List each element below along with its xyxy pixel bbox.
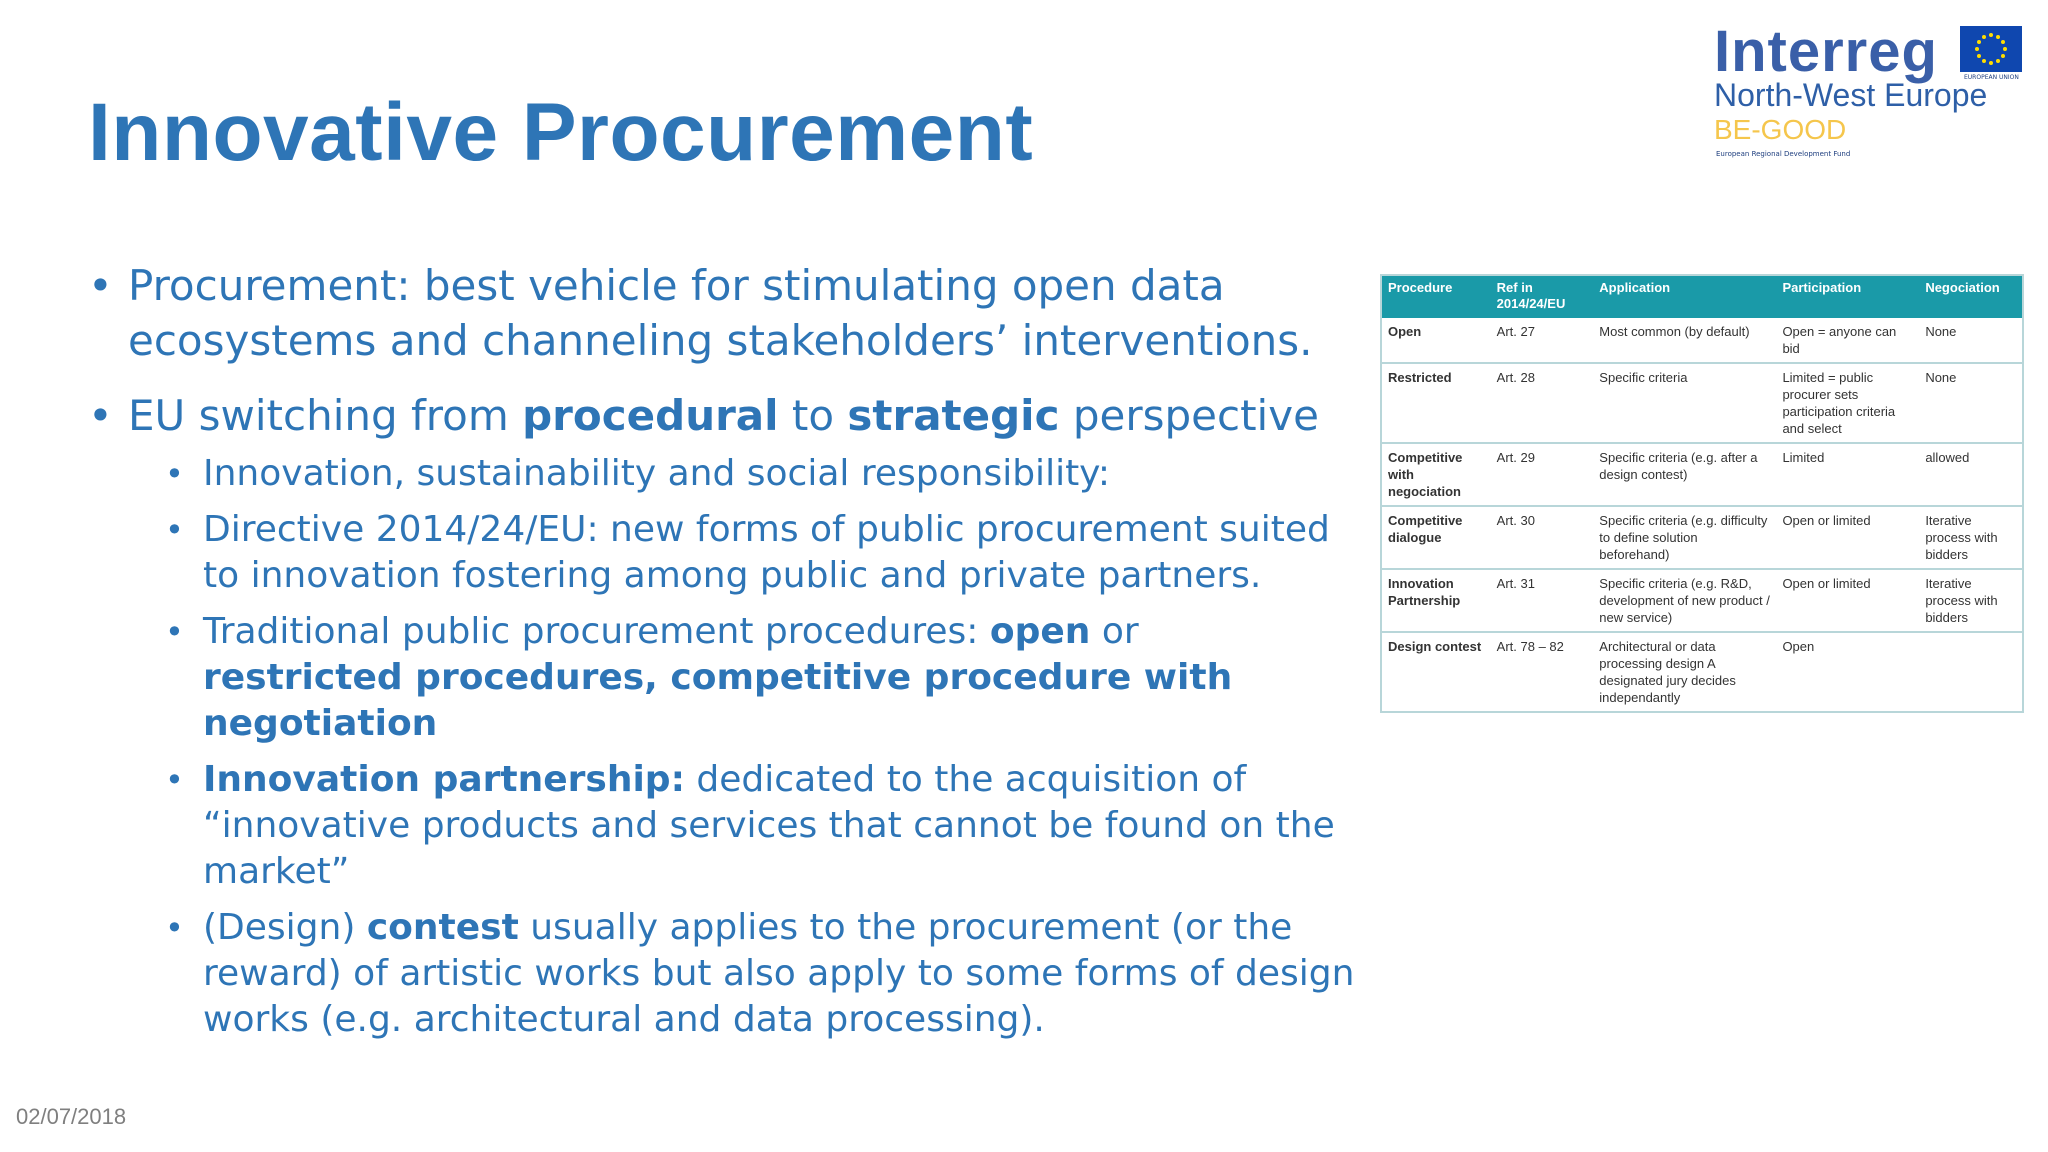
bullet-bold: strategic [847, 391, 1060, 440]
bullet-bold: procedural [522, 391, 779, 440]
sub-bullet-innovation: • Innovation, sustainability and social responsibility: [165, 453, 1110, 494]
table-cell [1919, 632, 2023, 712]
column-header: Procedure [1381, 275, 1491, 318]
bullet-text: dedicated to the acquisition of “innovative products and services that cannot be found on the market” [203, 759, 1335, 892]
table-cell: Open [1776, 632, 1919, 712]
bullet-bold: restricted procedures, competitive procedure with negotiation [203, 657, 1233, 744]
table-cell: Open or limited [1776, 569, 1919, 632]
bullet-eu-switching: • EU switching from procedural to strategic perspective [88, 391, 1319, 440]
column-header: Negociation [1919, 275, 2023, 318]
bullet-procurement: • Procurement: best vehicle for stimulating open data ecosystems and channeling stakeholders’ interventions. [88, 261, 1313, 365]
table-cell: Architectural or data processing design A designated jury decides independantly [1593, 632, 1776, 712]
logo-project: BE-GOOD [1714, 114, 1847, 145]
table-cell: Most common (by default) [1593, 318, 1776, 363]
table-cell: Specific criteria [1593, 363, 1776, 443]
logo-programme: North-West Europe [1714, 77, 1988, 113]
bullet-text: or [1090, 611, 1139, 652]
table-cell: Art. 27 [1491, 318, 1594, 363]
table-cell: Restricted [1381, 363, 1491, 443]
slide-date: 02/07/2018 [16, 1104, 127, 1129]
column-header: Ref in 2014/24/EU [1491, 275, 1594, 318]
bullet-text: Innovation, sustainability and social responsibility: [203, 453, 1110, 494]
table-cell: Specific criteria (e.g. after a design contest) [1593, 443, 1776, 506]
bullet-text: Directive 2014/24/EU: new forms of public procurement suited to innovation fostering among public and private partners. [203, 509, 1330, 596]
table-cell: None [1919, 318, 2023, 363]
sub-bullet-innovation-partnership: • Innovation partnership: dedicated to the acquisition of “innovative products and services that cannot be found on the market” [165, 759, 1335, 892]
sub-bullet-design-contest: • (Design) contest usually applies to the procurement (or the reward) of artistic works but also apply to some forms of design works (e.g. architectural and data processing). [165, 907, 1355, 1040]
table-row [1381, 632, 2023, 712]
eu-flag-icon [1960, 26, 2022, 72]
column-header: Application [1593, 275, 1776, 318]
bullet-text: to [778, 391, 848, 440]
column-header: Participation [1776, 275, 1919, 318]
table-row [1381, 363, 2023, 443]
bullet-bold: open [989, 611, 1091, 652]
table-cell: Open = anyone can bid [1776, 318, 1919, 363]
table-cell: Competitive with negociation [1381, 443, 1491, 506]
table-cell: Iterative process with bidders [1919, 506, 2023, 569]
bullet-list [88, 258, 1388, 1053]
sub-bullet-list [88, 451, 1388, 1043]
slide-title: Innovative Procurement [88, 87, 1034, 178]
table-cell: Competitive dialogue [1381, 506, 1491, 569]
table-cell: Art. 28 [1491, 363, 1594, 443]
bullet-bold: contest [366, 907, 519, 948]
bullet-text: EU switching from [128, 391, 523, 440]
table-cell: Design contest [1381, 632, 1491, 712]
table-cell: Limited = public procurer sets participation criteria and select [1776, 363, 1919, 443]
table-row [1381, 569, 2023, 632]
bullet-text: (Design) [203, 907, 367, 948]
table-cell: Art. 31 [1491, 569, 1594, 632]
table-row [1381, 318, 2023, 363]
sub-bullet-directive: • Directive 2014/24/EU: new forms of public procurement suited to innovation fostering among public and private partners. [165, 509, 1330, 596]
table-cell: Open [1381, 318, 1491, 363]
table-cell: allowed [1919, 443, 2023, 506]
bullet-bold: Innovation partnership: [203, 759, 685, 800]
table-cell: Art. 29 [1491, 443, 1594, 506]
table-row [1381, 443, 2023, 506]
table-cell: Art. 78 – 82 [1491, 632, 1594, 712]
bullet-text: Traditional public procurement procedures: [203, 611, 990, 652]
logo-fund: European Regional Development Fund [1716, 150, 1851, 158]
table-cell: Art. 30 [1491, 506, 1594, 569]
table-cell: Limited [1776, 443, 1919, 506]
bullet-text: Procurement: best vehicle for stimulating open data ecosystems and channeling stakeholders’ interventions. [128, 261, 1313, 365]
table-header-row [1381, 275, 2023, 318]
table-cell: Open or limited [1776, 506, 1919, 569]
eu-caption: EUROPEAN UNION [1964, 74, 2019, 81]
table-cell: None [1919, 363, 2023, 443]
table-cell: Innovation Partnership [1381, 569, 1491, 632]
table-cell: Iterative process with bidders [1919, 569, 2023, 632]
table-row [1381, 506, 2023, 569]
table-cell: Specific criteria (e.g. R&D, development of new product / new service) [1593, 569, 1776, 632]
table-cell: Specific criteria (e.g. difficulty to define solution beforehand) [1593, 506, 1776, 569]
logo-wordmark: Interreg [1714, 19, 1938, 84]
bullet-text: usually applies to the procurement (or the reward) of artistic works but also apply to some forms of design works (e.g. architectural and data processing). [203, 907, 1355, 1040]
procedures-table [1380, 274, 2024, 713]
interreg-logo [1714, 19, 2034, 162]
bullet-text: perspective [1059, 391, 1319, 440]
sub-bullet-traditional: • Traditional public procurement procedures: open or restricted procedures, competitive procedure with negotiation [165, 611, 1233, 744]
